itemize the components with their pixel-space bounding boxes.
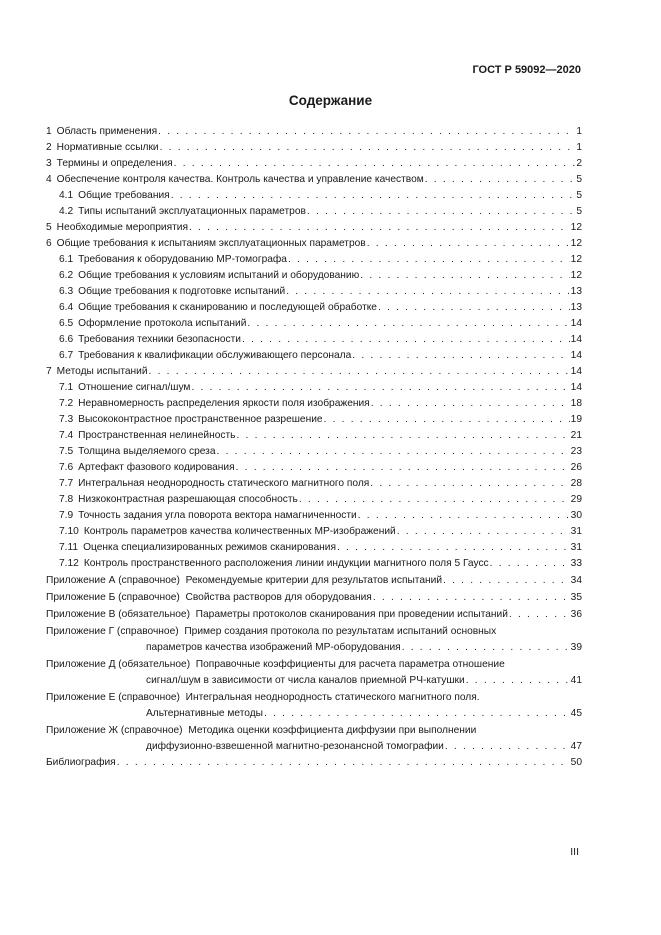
toc-appendix-entry[interactable] <box>46 590 582 606</box>
toc-entry-text: Пространственная нелинейность <box>78 430 236 441</box>
toc-entry-number: 3 <box>46 158 52 169</box>
appendix-label: Приложение Г (справочное) <box>46 626 179 637</box>
toc-entry-page: 45 <box>570 708 582 719</box>
toc-leader-dots <box>352 348 569 364</box>
toc-leader-dots <box>425 172 576 188</box>
toc-entry[interactable] <box>46 508 582 524</box>
toc-entry-page: 31 <box>570 542 582 553</box>
toc-leader-dots <box>466 673 570 689</box>
toc-entry-number: 7.12 <box>59 558 79 569</box>
toc-entry-text: Низкоконтрастная разрешающая способность <box>78 494 298 505</box>
toc-entry-number: 4.2 <box>59 206 74 217</box>
toc-entry-number: 7.3 <box>59 414 74 425</box>
toc-entry-number: 7.4 <box>59 430 74 441</box>
toc-leader-dots <box>264 706 570 722</box>
toc-entry-text: Необходимые мероприятия <box>56 222 188 233</box>
toc-entry-number: 6.6 <box>59 334 74 345</box>
toc-entry-number: 7.11 <box>59 542 79 553</box>
toc-entry-text: Нормативные ссылки <box>56 142 159 153</box>
toc-appendix-entry[interactable] <box>46 607 582 623</box>
toc-entry-page: 29 <box>570 494 582 505</box>
toc-entry[interactable] <box>46 524 582 540</box>
toc-entry-page: 12 <box>570 238 582 249</box>
appendix-title: Методика оценки коэффициента диффузии при выполнении <box>188 725 477 736</box>
toc-entry-number: 7.7 <box>59 478 74 489</box>
toc-entry-number: 7.5 <box>59 446 74 457</box>
toc-entry-page: 2 <box>576 158 582 169</box>
toc-leader-dots <box>286 284 569 300</box>
toc-entry-number: 1 <box>46 126 52 137</box>
toc-entry[interactable] <box>46 364 582 380</box>
toc-entry-number: 7.9 <box>59 510 74 521</box>
toc-entry-text: Общие требования к подготовке испытаний <box>78 286 286 297</box>
toc-entry-text: Высококонтрастное пространственное разрешение <box>78 414 323 425</box>
toc-entry-text: Общие требования к сканированию и последующей обработке <box>78 302 377 313</box>
toc-entry-page: 14 <box>570 350 582 361</box>
toc-leader-dots <box>397 524 570 540</box>
toc-entry-page: 1 <box>576 142 582 153</box>
page-title: Содержание <box>288 93 373 108</box>
toc-entry-page: 13 <box>570 286 582 297</box>
document-standard-header: ГОСТ Р 59092—2020 <box>472 64 581 76</box>
toc-entry-page: 26 <box>570 462 582 473</box>
toc-entry-number: 2 <box>46 142 52 153</box>
toc-entry-page: 5 <box>576 206 582 217</box>
toc-leader-dots <box>299 492 570 508</box>
toc-leader-dots <box>191 380 569 396</box>
toc-entry-text: Контроль параметров качества количественных МР-изображений <box>83 526 396 537</box>
toc-entry-page: 5 <box>576 190 582 201</box>
toc-leader-dots <box>378 300 570 316</box>
toc-appendix-entry[interactable] <box>46 657 582 689</box>
toc-leader-dots <box>337 540 570 556</box>
toc-appendix-entry[interactable] <box>46 723 582 755</box>
page-number: III <box>570 846 579 858</box>
toc-appendix-entry[interactable] <box>46 573 582 589</box>
toc-entry-page: 39 <box>570 642 582 653</box>
toc-entry-text: Область применения <box>56 126 158 137</box>
appendix-label: Приложение Ж (справочное) <box>46 725 183 736</box>
toc-leader-dots <box>370 476 569 492</box>
toc-entry-page: 34 <box>570 575 582 586</box>
toc-leader-dots <box>402 640 570 656</box>
toc-leader-dots <box>360 268 569 284</box>
toc-entry[interactable] <box>46 428 582 444</box>
toc-entry[interactable] <box>46 492 582 508</box>
toc-entry[interactable] <box>46 348 582 364</box>
toc-entry[interactable] <box>46 556 582 572</box>
appendix-title: Пример создания протокола по результатам испытаний основных <box>184 626 497 637</box>
toc-entry[interactable] <box>46 460 582 476</box>
appendix-title-continued: диффузионно-взвешенной магнитно-резонансной томографии <box>146 741 444 752</box>
toc-entry-number: 4.1 <box>59 190 74 201</box>
toc-leader-dots <box>247 316 569 332</box>
toc-entry-text: Требования к оборудованию МР-томографа <box>78 254 287 265</box>
toc-entry-text: Контроль пространственного расположения линии индукции магнитного поля 5 Гаусс <box>83 558 489 569</box>
toc-entry-number: 7.2 <box>59 398 74 409</box>
toc-appendices <box>46 573 582 755</box>
toc-entry-number: 7 <box>46 366 52 377</box>
toc-entry-page: 36 <box>570 609 582 620</box>
toc-entry-page: 14 <box>570 382 582 393</box>
table-of-contents <box>46 124 582 771</box>
toc-entry-page: 50 <box>570 757 582 768</box>
toc-entry-text: Толщина выделяемого среза <box>78 446 216 457</box>
toc-entry-text: Общие требования <box>78 190 170 201</box>
toc-leader-dots <box>174 156 576 172</box>
toc-entry-text: Неравномерность распределения яркости поля изображения <box>78 398 370 409</box>
toc-leader-dots <box>171 188 576 204</box>
toc-leader-dots <box>367 236 570 252</box>
toc-entry[interactable] <box>46 220 582 236</box>
appendix-title-continued: Альтернативные методы <box>146 708 264 719</box>
toc-entry-page: 28 <box>570 478 582 489</box>
toc-leader-dots <box>236 460 570 476</box>
toc-entry-text: Общие требования к испытаниям эксплуатационных параметров <box>56 238 366 249</box>
toc-entry[interactable] <box>46 252 582 268</box>
appendix-title: Параметры протоколов сканирования при проведении испытаний <box>195 609 508 620</box>
toc-entry-number: 4 <box>46 174 52 185</box>
toc-leader-dots <box>189 220 570 236</box>
toc-entry-text: Методы испытаний <box>56 366 148 377</box>
appendix-title: Свойства растворов для оборудования <box>185 592 372 603</box>
toc-entry-text: Отношение сигнал/шум <box>78 382 191 393</box>
toc-entry-number: 6.2 <box>59 270 74 281</box>
toc-entry-number: 6.5 <box>59 318 74 329</box>
toc-entry-page: 12 <box>570 254 582 265</box>
toc-entry-text: Требования техники безопасности <box>78 334 241 345</box>
appendix-title-continued: сигнал/шум в зависимости от числа каналов приемной РЧ-катушки <box>146 675 465 686</box>
toc-entry-page: 33 <box>570 558 582 569</box>
toc-leader-dots <box>371 396 570 412</box>
toc-entry[interactable] <box>46 332 582 348</box>
appendix-label: Приложение В (обязательное) <box>46 609 190 620</box>
toc-entry-number: 7.10 <box>59 526 79 537</box>
toc-entry[interactable] <box>46 156 582 172</box>
toc-entry[interactable] <box>46 444 582 460</box>
toc-entry[interactable] <box>46 204 582 220</box>
toc-entry-number: 6 <box>46 238 52 249</box>
toc-entry-page: 23 <box>570 446 582 457</box>
toc-entry-number: 7.1 <box>59 382 74 393</box>
toc-entry-page: 13 <box>570 302 582 313</box>
toc-entry-page: 12 <box>570 270 582 281</box>
toc-entry-bibliography[interactable] <box>46 755 582 771</box>
toc-entry-page: 41 <box>570 675 582 686</box>
toc-appendix-entry[interactable] <box>46 624 582 656</box>
toc-entry-number: 6.7 <box>59 350 74 361</box>
toc-entry-text: Оценка специализированных режимов сканирования <box>83 542 336 553</box>
appendix-title: Рекомендуемые критерии для результатов испытаний <box>185 575 443 586</box>
toc-entry-number: 7.6 <box>59 462 74 473</box>
toc-entry-text: Обеспечение контроля качества. Контроль качества и управление качеством <box>56 174 424 185</box>
toc-leader-dots <box>445 739 570 755</box>
toc-entry-number: 6.1 <box>59 254 74 265</box>
toc-entry-page: 31 <box>570 526 582 537</box>
toc-entry[interactable] <box>46 188 582 204</box>
toc-entry[interactable] <box>46 268 582 284</box>
toc-entry-page: 5 <box>576 174 582 185</box>
toc-sections <box>46 124 582 572</box>
toc-entry-text: Общие требования к условиям испытаний и оборудованию <box>78 270 360 281</box>
toc-entry[interactable] <box>46 540 582 556</box>
toc-entry[interactable] <box>46 284 582 300</box>
toc-leader-dots <box>324 412 570 428</box>
toc-entry-text: Артефакт фазового кодирования <box>78 462 235 473</box>
toc-entry-text: Библиография <box>46 757 116 768</box>
toc-leader-dots <box>217 444 570 460</box>
toc-leader-dots <box>358 508 570 524</box>
toc-leader-dots <box>307 204 575 220</box>
toc-entry-page: 21 <box>570 430 582 441</box>
toc-entry-page: 47 <box>570 741 582 752</box>
toc-entry-text: Оформление протокола испытаний <box>78 318 247 329</box>
toc-entry[interactable] <box>46 236 582 252</box>
toc-entry-page: 14 <box>570 366 582 377</box>
toc-leader-dots <box>443 573 570 589</box>
toc-entry-page: 14 <box>570 334 582 345</box>
toc-entry[interactable] <box>46 476 582 492</box>
toc-appendix-entry[interactable] <box>46 690 582 722</box>
toc-entry-number: 6.4 <box>59 302 74 313</box>
appendix-title-continued: параметров качества изображений МР-оборудования <box>146 642 401 653</box>
toc-entry[interactable] <box>46 396 582 412</box>
toc-entry-page: 14 <box>570 318 582 329</box>
toc-entry-page: 19 <box>570 414 582 425</box>
toc-entry[interactable] <box>46 300 582 316</box>
appendix-label: Приложение Е (справочное) <box>46 692 180 703</box>
toc-entry[interactable] <box>46 380 582 396</box>
toc-entry-page: 1 <box>576 126 582 137</box>
toc-entry-text: Требования к квалификации обслуживающего персонала <box>78 350 352 361</box>
toc-entry-text: Термины и определения <box>56 158 173 169</box>
toc-leader-dots <box>242 332 570 348</box>
appendix-label: Приложение А (справочное) <box>46 575 180 586</box>
toc-leader-dots <box>117 755 570 771</box>
toc-leader-dots <box>236 428 569 444</box>
toc-entry-page: 18 <box>570 398 582 409</box>
toc-leader-dots <box>373 590 570 606</box>
toc-entry[interactable] <box>46 316 582 332</box>
toc-entry-text: Типы испытаний эксплуатационных параметров <box>78 206 306 217</box>
toc-entry-text: Интегральная неоднородность статического магнитного поля <box>78 478 370 489</box>
appendix-title: Поправочные коэффициенты для расчета параметра отношение <box>195 659 505 670</box>
toc-entry[interactable] <box>46 140 582 156</box>
toc-leader-dots <box>490 556 570 572</box>
toc-entry-page: 12 <box>570 222 582 233</box>
appendix-title: Интегральная неоднородность статического магнитного поля. <box>185 692 480 703</box>
toc-entry-text: Точность задания угла поворота вектора намагниченности <box>78 510 357 521</box>
appendix-label: Приложение Б (справочное) <box>46 592 180 603</box>
toc-entry-page: 30 <box>570 510 582 521</box>
toc-entry-page: 35 <box>570 592 582 603</box>
toc-leader-dots <box>149 364 570 380</box>
toc-leader-dots <box>509 607 570 623</box>
toc-leader-dots <box>158 124 575 140</box>
toc-entry-number: 7.8 <box>59 494 74 505</box>
toc-leader-dots <box>160 140 576 156</box>
appendix-label: Приложение Д (обязательное) <box>46 659 191 670</box>
toc-leader-dots <box>288 252 570 268</box>
toc-entry-number: 5 <box>46 222 52 233</box>
toc-entry[interactable] <box>46 172 582 188</box>
toc-entry-number: 6.3 <box>59 286 74 297</box>
toc-entry[interactable] <box>46 412 582 428</box>
toc-entry[interactable] <box>46 124 582 140</box>
